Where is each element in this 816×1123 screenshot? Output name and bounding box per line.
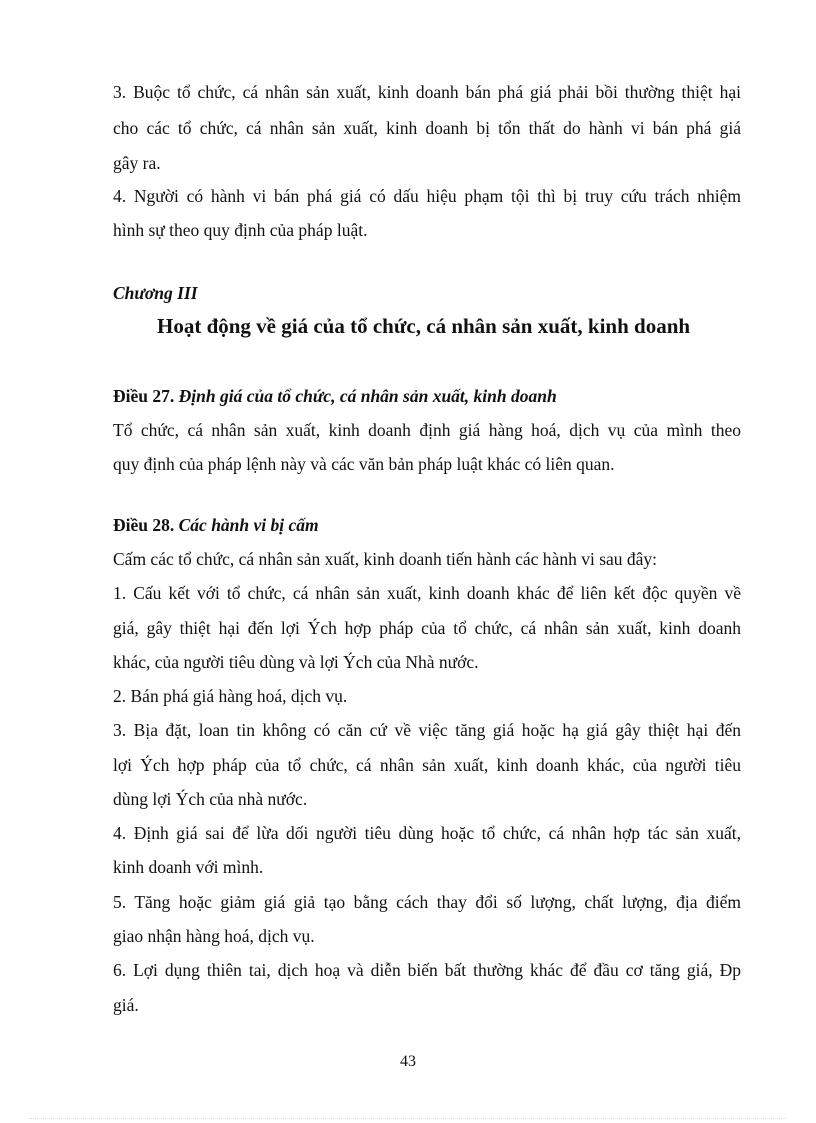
paragraph-line: gây ra. [113,153,161,173]
paragraph-line: Tổ chức, cá nhân sản xuất, kinh doanh định giá hàng hoá, dịch vụ của mình theo [113,420,741,440]
page-number: 43 [400,1053,416,1070]
page-bottom-divider [30,1118,786,1119]
list-item: 5. Tăng hoặc giảm giá giả tạo bằng cách thay đổi số lượng, chất lượng, địa điểm [113,892,741,912]
list-item: 6. Lợi dụng thiên tai, dịch hoạ và diễn biến bất thường khác để đầu cơ tăng giá, Đp [113,960,741,980]
chapter-label: Chương III [113,283,198,303]
list-item: 2. Bán phá giá hàng hoá, dịch vụ. [113,686,348,706]
paragraph-line: lợi Ých hợp pháp của tổ chức, cá nhân sản xuất, kinh doanh khác, của người tiêu [113,755,741,775]
paragraph-line: cho các tổ chức, cá nhân sản xuất, kinh doanh bị tổn thất do hành vi bán phá giá [113,118,741,138]
article-number: Điều 27. [113,386,175,406]
paragraph-line: giao nhận hàng hoá, dịch vụ. [113,926,315,946]
paragraph-line: kinh doanh với mình. [113,857,264,877]
list-item: 3. Bịa đặt, loan tin không có căn cứ về việc tăng giá hoặc hạ giá gây thiệt hại đến [113,720,741,740]
paragraph-line: dùng lợi Ých của nhà nước. [113,789,308,809]
article-number: Điều 28. [113,515,175,535]
paragraph-line: hình sự theo quy định của pháp luật. [113,220,368,240]
list-item: 4. Định giá sai để lừa dối người tiêu dùng hoặc tổ chức, cá nhân hợp tác sản xuất, [113,823,741,843]
paragraph-line: 4. Người có hành vi bán phá giá có dấu hiệu phạm tội thì bị truy cứu trách nhiệm [113,186,741,206]
article-title: Định giá của tổ chức, cá nhân sản xuất, kinh doanh [178,386,557,406]
paragraph-line: giá, gây thiệt hại đến lợi Ých hợp pháp của tổ chức, cá nhân sản xuất, kinh doanh [113,618,741,638]
paragraph-line: giá. [113,995,139,1015]
article-title: Các hành vi bị cấm [178,515,319,535]
paragraph-line: Cấm các tổ chức, cá nhân sản xuất, kinh doanh tiến hành các hành vi sau đây: [113,549,658,569]
paragraph-line: khác, của người tiêu dùng và lợi Ých của Nhà nước. [113,652,479,672]
chapter-title: Hoạt động về giá của tổ chức, cá nhân sản xuất, kinh doanh [157,314,691,338]
paragraph-line: 3. Buộc tổ chức, cá nhân sản xuất, kinh doanh bán phá giá phải bồi thường thiệt hại [113,82,741,102]
list-item: 1. Cấu kết với tổ chức, cá nhân sản xuất, kinh doanh khác để liên kết độc quyền về [113,583,741,603]
document-page [113,0,743,1123]
article-heading [113,385,557,407]
article-heading [113,514,319,536]
paragraph-line: quy định của pháp lệnh này và các văn bản pháp luật khác có liên quan. [113,454,615,474]
